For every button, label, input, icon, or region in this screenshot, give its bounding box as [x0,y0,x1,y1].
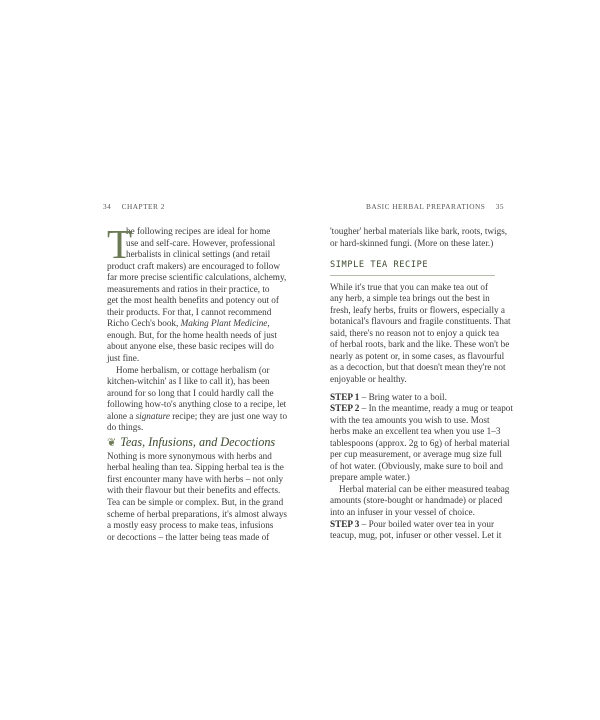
text-line: product craft makers) are encouraged to follow [107,260,280,271]
step-text: – Pour boiled water over tea in your [359,518,495,529]
text-line: first encounter many have with herbs – not only [107,473,284,484]
text-fragment: alone a [107,410,136,421]
text-line: 'tougher' herbal materials like bark, roots, twigs, [330,226,508,236]
text-fragment: , [267,318,270,329]
text-line: do things. [107,422,144,433]
text-line: with their flavour but their benefits and effects. [107,485,281,496]
left-chapter-title: CHAPTER 2 [121,202,165,211]
text-line: fresh, leafy herbs, fruits or flowers, especially a [330,304,506,315]
text-line: any herb, a simple tea brings out the best in [330,293,490,304]
text-line: or decoctions – the latter being teas made of [107,531,270,542]
text-line: While it's true that you can make tea out of [330,281,489,292]
text-line: use and self-care. However, professional [126,237,276,248]
text-line: nearly as potent or, in some cases, as flavourful [330,350,505,361]
text-line: of herbal roots, bark and the like. These won't be [330,339,510,350]
signature-word: signature [135,410,170,421]
text-fragment: Richo Cech's book, [107,318,181,329]
text-line: far more precise scientific calculations, alchemy, [107,272,287,283]
text-line: Herbal material can be either measured teabag [339,483,510,494]
text-line: about anyone else, these basic recipes will do [107,341,274,352]
dropcap-letter: T [107,221,133,267]
intro-paragraph [107,221,287,365]
section-heading-teas [107,435,287,451]
text-line: Tea can be simple or complex. But, in the grand [107,497,284,508]
text-line: a mostly easy process to make teas, infusions [107,520,274,531]
text-line: herbal healing than tea. Sipping herbal tea is the [107,462,284,473]
section-heading-simple-tea: SIMPLE TEA RECIPE [330,253,495,276]
step-2 [330,403,513,415]
text-line: just fine. [107,353,140,364]
step-3 [330,519,500,531]
text-line [107,411,287,423]
right-running-head [362,202,508,211]
step-label: STEP 3 [330,518,360,529]
text-fragment: recipe; they are just one way to [169,410,288,421]
paragraph-teas [107,451,287,543]
paragraph-simple-tea [330,281,511,386]
step-1 [330,392,500,404]
text-line: he following recipes are ideal for home [126,226,271,236]
text-line: per cup measurement, or average mug size full [330,449,502,460]
text-line: with the tea amounts you wish to use. Most [330,414,490,425]
left-text-column [107,221,288,543]
text-line: Home herbalism, or cottage herbalism (or [116,364,270,375]
text-line: amounts (store-bought or handmade) or placed [330,495,503,506]
step-label: STEP 1 [330,391,360,402]
text-line: tablespoons (approx. 2g to 6g) of herbal material [330,437,510,448]
text-line: or hard-skinned fungi. (More on these later.) [330,237,494,248]
left-page-number: 34 [103,202,112,211]
text-line: get the most health benefits and potency out of [107,295,279,306]
text-line: herbalists in clinical settings (and retail [126,249,271,260]
right-chapter-title: BASIC HERBAL PREPARATIONS [365,202,486,211]
left-running-head [99,202,169,211]
heading-text: Teas, Infusions, and Decoctions [120,434,276,449]
text-line: herbs make an excellent tea when you use 1–3 [330,426,501,437]
book-title: Making Plant Medicine [180,318,268,329]
text-line: scheme of herbal preparations, it's almost always [107,508,287,519]
text-line: measurements and ratios in their practice, to [107,283,270,294]
text-line: botanical's flavours and fragile constituents. That [330,316,511,327]
right-text-column [330,226,513,542]
step-text: – In the meantime, ready a mug or teapot [359,403,513,414]
text-line: enjoyable or healthy. [330,374,407,385]
paragraph-home-herbalism [107,365,287,434]
text-line: kitchen-witchin' as I like to call it), has been [107,376,270,387]
text-line: Nothing is more synonymous with herbs and [107,450,272,461]
step-label: STEP 2 [330,403,360,414]
text-line: of hot water. (Obviously, make sure to boil and [330,460,503,471]
text-line: prepare ample water.) [330,472,410,483]
text-line: said, there's no reason not to enjoy a quick tea [330,327,500,338]
text-line: teacup, mug, pot, infuser or other vessel. Let it [330,530,502,541]
text-line: into an infuser in your vessel of choice. [330,507,475,518]
text-line: enough. But, for the home health needs of just [107,329,277,340]
leaf-ornament-icon: ❦ [107,436,117,449]
text-line: as a decoction, but that doesn't mean they're not [330,362,506,373]
step-text: – Bring water to a boil. [359,391,447,402]
text-line: around for so long that I could hardly call the [107,387,274,398]
text-line: following how-to's anything close to a recipe, let [107,399,287,410]
text-line [107,318,287,330]
text-line: their products. For that, I cannot recommend [107,306,272,317]
right-page-number: 35 [495,202,504,211]
